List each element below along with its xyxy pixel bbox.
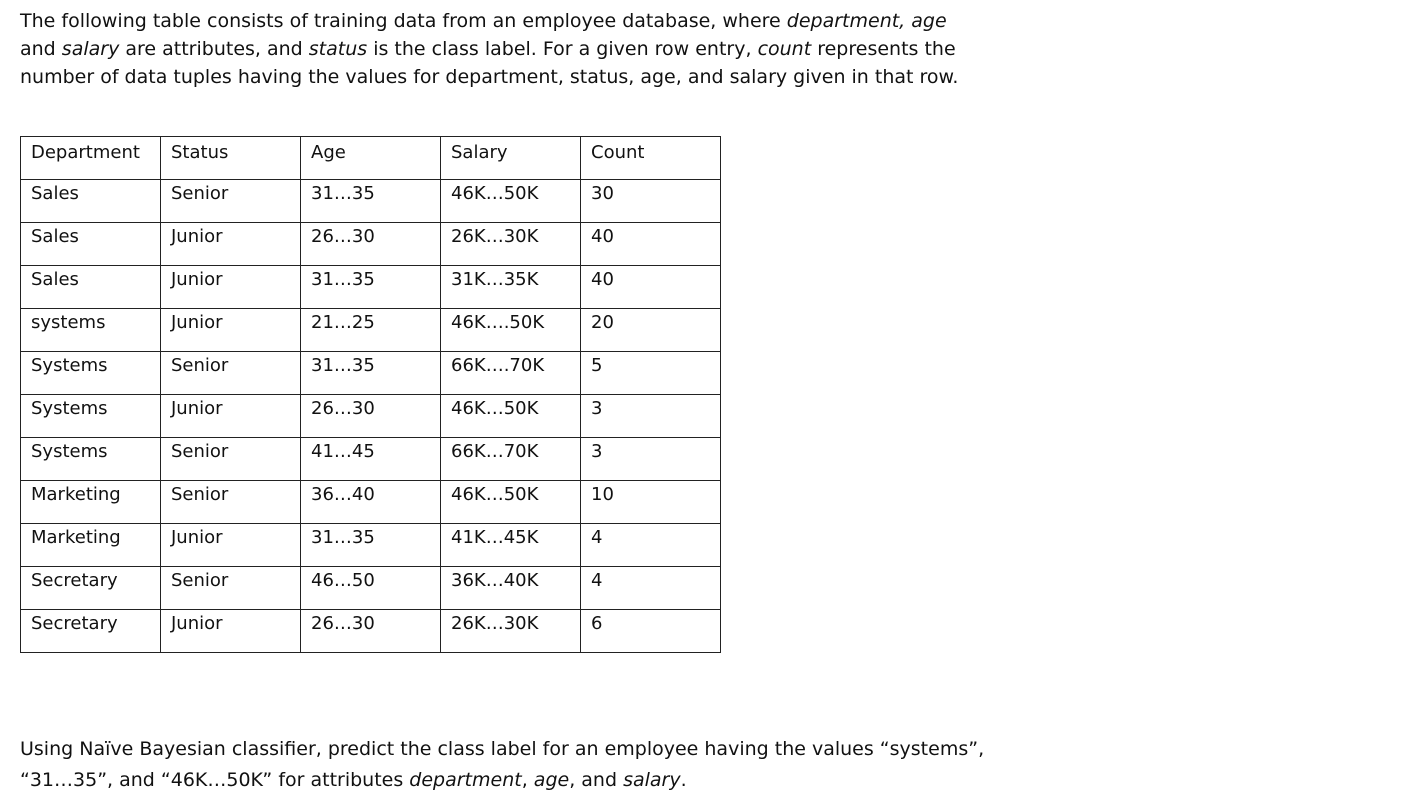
table-cell: systems [21, 309, 161, 352]
table-cell: 36…40 [301, 481, 441, 524]
table-cell: 4 [581, 567, 721, 610]
intro-emphasis-1: department, age [786, 10, 947, 32]
intro-paragraph [20, 7, 980, 91]
table-cell: Secretary [21, 567, 161, 610]
training-data-table [20, 136, 721, 653]
intro-emphasis-4: count [757, 38, 812, 60]
table-cell: 31…35 [301, 352, 441, 395]
table-row [21, 223, 721, 266]
table-cell: Marketing [21, 524, 161, 567]
table-row [21, 352, 721, 395]
intro-text-3: are attributes, and [119, 38, 309, 60]
table-cell: Senior [161, 352, 301, 395]
table-cell: 26K…30K [441, 223, 581, 266]
table-cell: Junior [161, 610, 301, 653]
table-cell: 40 [581, 266, 721, 309]
table-row [21, 481, 721, 524]
table-cell: 46K….50K [441, 309, 581, 352]
table-row [21, 610, 721, 653]
table-cell: Systems [21, 438, 161, 481]
table-cell: 20 [581, 309, 721, 352]
table-cell: 46K…50K [441, 481, 581, 524]
table-cell: Junior [161, 223, 301, 266]
table-row [21, 266, 721, 309]
table-cell: 31K…35K [441, 266, 581, 309]
table-cell: 41…45 [301, 438, 441, 481]
table-cell: Sales [21, 180, 161, 223]
table-cell: Sales [21, 223, 161, 266]
table-cell: 40 [581, 223, 721, 266]
table-cell: Junior [161, 524, 301, 567]
intro-emphasis-2: salary [61, 38, 120, 60]
question-paragraph [20, 734, 1020, 796]
table-cell: 21…25 [301, 309, 441, 352]
table-cell: 26…30 [301, 395, 441, 438]
table-cell: Secretary [21, 610, 161, 653]
intro-emphasis-3: status [308, 38, 368, 60]
table-cell: 66K….70K [441, 352, 581, 395]
table-cell: Senior [161, 481, 301, 524]
table-cell: Systems [21, 395, 161, 438]
table-cell: 26K…30K [441, 610, 581, 653]
table-cell: Junior [161, 309, 301, 352]
question-emphasis-2: age [533, 769, 570, 791]
table-body [21, 137, 721, 653]
table-row [21, 395, 721, 438]
intro-text-5: represents the number of data tuples having the values for department, status, age, and salary given in that row. [20, 38, 959, 88]
table-cell: Systems [21, 352, 161, 395]
table-cell: 46K…50K [441, 395, 581, 438]
table-cell: 41K…45K [441, 524, 581, 567]
table-cell: 46…50 [301, 567, 441, 610]
table-cell: Senior [161, 180, 301, 223]
question-text-4: . [680, 769, 687, 791]
table-cell: 26…30 [301, 610, 441, 653]
intro-text-2: and [20, 38, 62, 60]
table-cell: 4 [581, 524, 721, 567]
table-cell: 3 [581, 438, 721, 481]
table-row [21, 309, 721, 352]
table-cell: 5 [581, 352, 721, 395]
column-header: Status [161, 137, 301, 180]
table-row [21, 524, 721, 567]
question-emphasis-1: department [409, 769, 522, 791]
table-row [21, 438, 721, 481]
table-cell: 31…35 [301, 524, 441, 567]
table-cell: 30 [581, 180, 721, 223]
table-cell: Junior [161, 395, 301, 438]
table-cell: Junior [161, 266, 301, 309]
table-cell: Marketing [21, 481, 161, 524]
table-cell: 6 [581, 610, 721, 653]
table-cell: 36K…40K [441, 567, 581, 610]
table-cell: 31…35 [301, 266, 441, 309]
table-cell: 10 [581, 481, 721, 524]
table-cell: 26…30 [301, 223, 441, 266]
table-cell: Senior [161, 567, 301, 610]
table-cell: 46K…50K [441, 180, 581, 223]
column-header: Count [581, 137, 721, 180]
table-cell: Senior [161, 438, 301, 481]
table-cell: 31…35 [301, 180, 441, 223]
table-header-row [21, 137, 721, 180]
intro-text-4: is the class label. For a given row entry, [367, 38, 758, 60]
column-header: Department [21, 137, 161, 180]
column-header: Age [301, 137, 441, 180]
table-row [21, 567, 721, 610]
intro-text-1: The following table consists of training data from an employee database, where [20, 10, 787, 32]
question-text-1: Using Naïve Bayesian classifier, predict the class label for an employee having the values “systems”, “31…35”, and “46K…50K” for attributes [20, 738, 985, 791]
question-emphasis-3: salary [623, 769, 681, 791]
table-row [21, 180, 721, 223]
column-header: Salary [441, 137, 581, 180]
question-text-3: , and [569, 769, 624, 791]
table-cell: 66K…70K [441, 438, 581, 481]
table-cell: 3 [581, 395, 721, 438]
table-cell: Sales [21, 266, 161, 309]
question-text-2: , [521, 769, 534, 791]
